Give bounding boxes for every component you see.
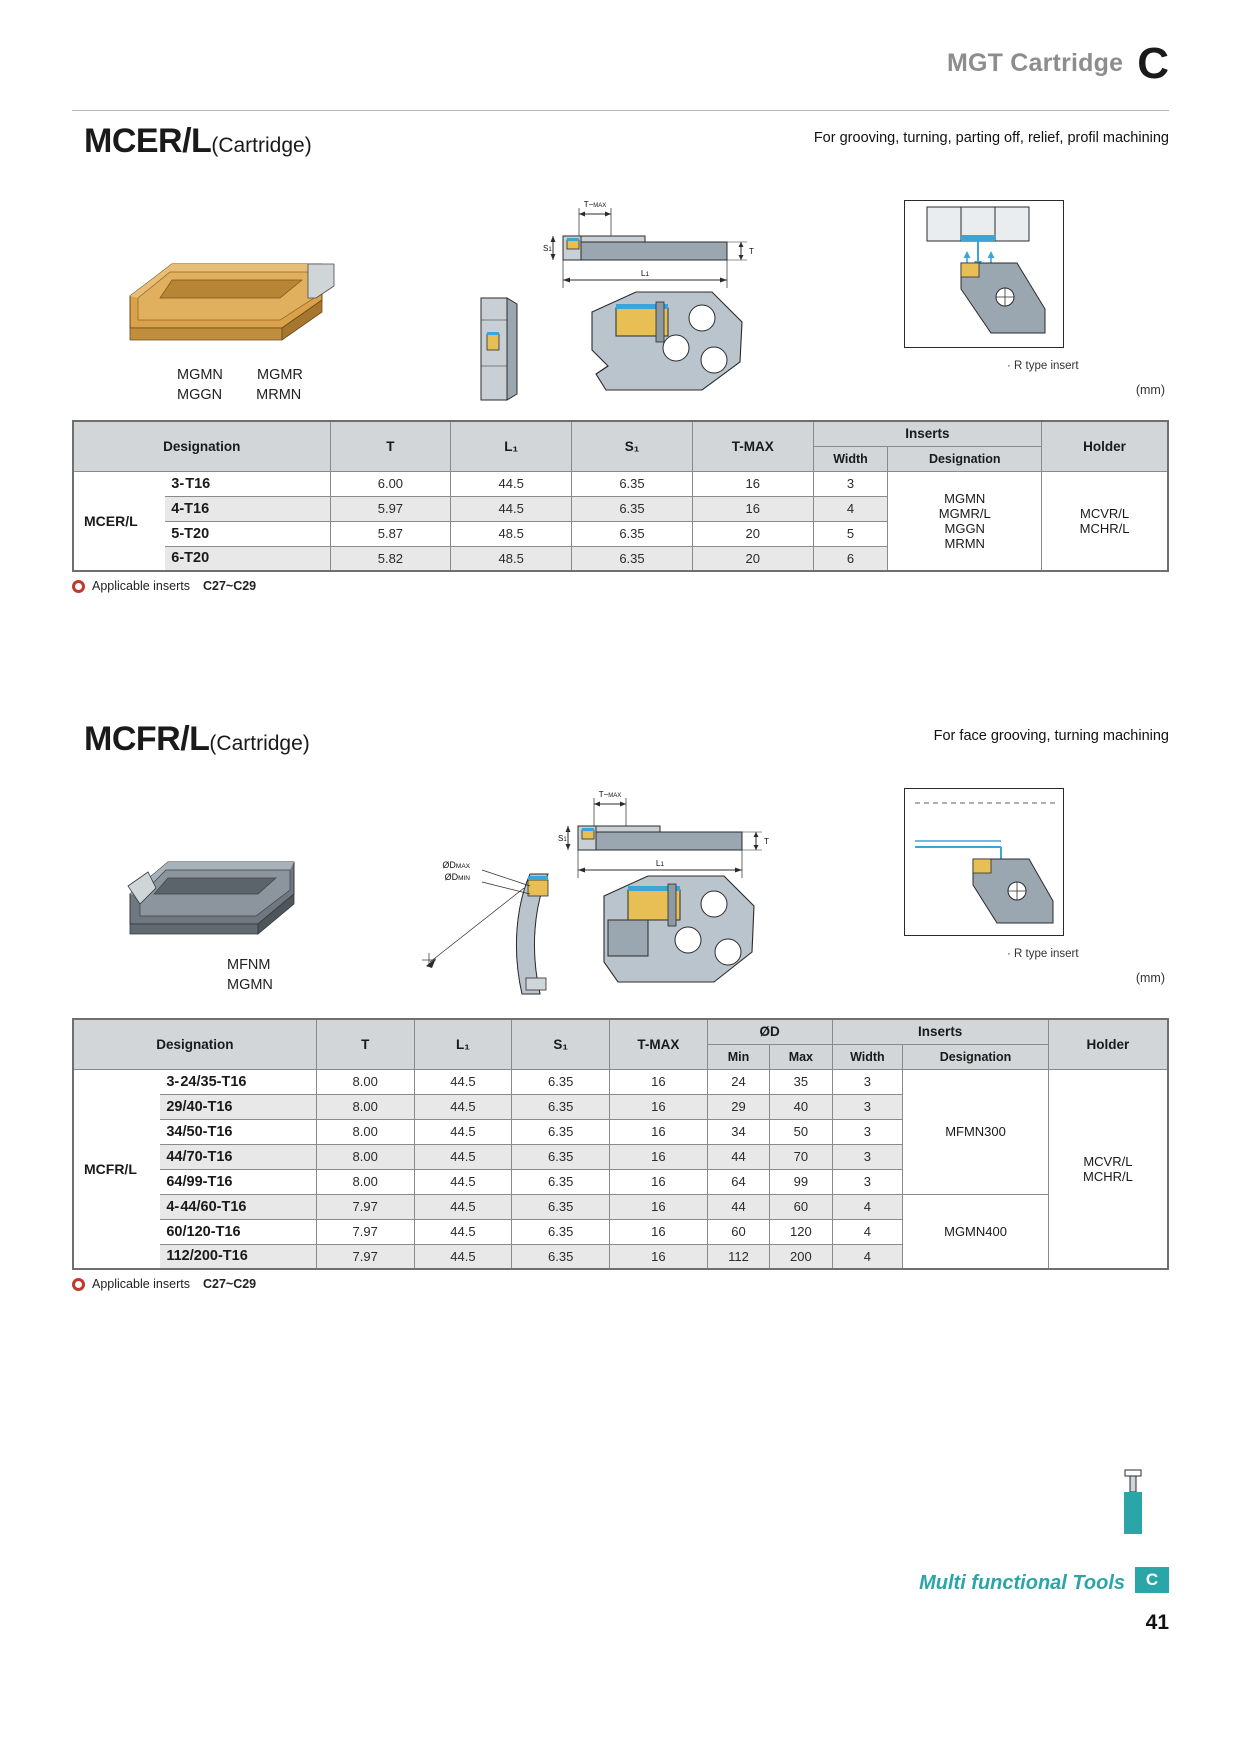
cell-s1: 6.35	[512, 1219, 610, 1244]
footer-chapter-tab: C	[1135, 1567, 1169, 1593]
cell-insert-width: 4	[832, 1219, 903, 1244]
table-header-row-1	[73, 1019, 1168, 1044]
header-divider	[72, 110, 1169, 111]
product-photo-mfnm-insert	[118, 828, 318, 948]
table-row	[73, 471, 1168, 496]
application-diagram-mcer	[905, 201, 1063, 347]
photo-caption-mcfr	[227, 956, 427, 995]
section-title-text: MCER/L	[84, 122, 212, 160]
th-insert-width: Width	[813, 446, 888, 471]
cell-l1: 48.5	[451, 546, 572, 571]
dimension-drawing-od-view-mcfr	[412, 854, 602, 1014]
cell-s1: 6.35	[572, 546, 693, 571]
th-od-max: Max	[770, 1044, 832, 1069]
svg-text:ØDMAX: ØDMAX	[442, 860, 470, 870]
cell-t: 8.00	[316, 1119, 414, 1144]
cell-s1: 6.35	[572, 496, 693, 521]
cell-l1: 48.5	[451, 521, 572, 546]
cell-tmax: 16	[610, 1169, 708, 1194]
cell-l1: 44.5	[414, 1219, 512, 1244]
th-od-min: Min	[707, 1044, 769, 1069]
th-inserts: Inserts	[832, 1019, 1048, 1044]
cell-designation: 29/40-T16	[160, 1094, 316, 1119]
application-inset-mcer	[904, 200, 1064, 348]
cell-od-max: 120	[770, 1219, 832, 1244]
cell-insert-width: 5	[813, 521, 888, 546]
cell-t: 5.87	[330, 521, 451, 546]
cell-l1: 44.5	[414, 1244, 512, 1269]
cell-tmax: 16	[610, 1069, 708, 1094]
cell-designation: 4-T16	[165, 496, 330, 521]
cell-designation: 6-T20	[165, 546, 330, 571]
cell-insert-width: 4	[832, 1194, 903, 1219]
section-header-mcer	[72, 122, 1169, 168]
svg-text:T: T	[749, 247, 754, 256]
section-title-suffix: (Cartridge)	[211, 134, 312, 157]
cell-insert-designation: MFMN300	[903, 1069, 1049, 1194]
th-od: ØD	[707, 1019, 832, 1044]
cell-od-min: 44	[707, 1194, 769, 1219]
edge-tool-icon	[1111, 1464, 1155, 1538]
cell-insert-width: 6	[813, 546, 888, 571]
figure-band-mcfr	[72, 766, 1169, 1018]
cell-designation: 34/50-T16	[160, 1119, 316, 1144]
cell-insert-width: 3	[832, 1119, 903, 1144]
cell-t: 8.00	[316, 1144, 414, 1169]
cell-od-min: 24	[707, 1069, 769, 1094]
applicable-ref: C27~C29	[202, 1277, 257, 1291]
svg-text:T: T	[764, 837, 769, 846]
th-insert-designation: Designation	[888, 446, 1042, 471]
cell-insert-width: 4	[832, 1244, 903, 1269]
th-insert-width: Width	[832, 1044, 903, 1069]
svg-text:T−MAX: T−MAX	[598, 790, 622, 799]
applicable-inserts-mcfr	[72, 1277, 1169, 1291]
section-mcer	[72, 122, 1169, 593]
cell-t: 8.00	[316, 1094, 414, 1119]
th-t: T	[316, 1019, 414, 1069]
table-header-row-1	[73, 421, 1168, 446]
cartridge-body-illustration-mcer	[572, 278, 752, 408]
cell-tmax: 16	[610, 1119, 708, 1144]
cell-s1: 6.35	[512, 1169, 610, 1194]
cell-od-min: 64	[707, 1169, 769, 1194]
cell-insert-width: 4	[813, 496, 888, 521]
cell-od-min: 44	[707, 1144, 769, 1169]
cell-insert-width: 3	[813, 471, 888, 496]
cell-t: 5.82	[330, 546, 451, 571]
cell-od-max: 60	[770, 1194, 832, 1219]
th-t: T	[330, 421, 451, 471]
svg-text:S1: S1	[543, 244, 552, 253]
cell-tmax: 16	[692, 471, 813, 496]
note-r-type-mcfr: · R type insert	[1007, 948, 1079, 960]
th-tmax: T-MAX	[610, 1019, 708, 1069]
cell-od-min: 112	[707, 1244, 769, 1269]
cell-insert-designation: MGMN MGMR/L MGGN MRMN	[888, 471, 1042, 571]
cell-designation: 64/99-T16	[160, 1169, 316, 1194]
section-description-mcfr: For face grooving, turning machining	[933, 728, 1169, 744]
cell-l1: 44.5	[414, 1169, 512, 1194]
th-inserts: Inserts	[813, 421, 1041, 446]
note-unit-mcfr: (mm)	[1135, 971, 1165, 985]
chapter-letter: C	[1137, 39, 1169, 88]
cell-l1: 44.5	[414, 1194, 512, 1219]
cell-l1: 44.5	[414, 1119, 512, 1144]
cell-od-max: 99	[770, 1169, 832, 1194]
cell-tmax: 16	[610, 1094, 708, 1119]
th-holder: Holder	[1048, 1019, 1168, 1069]
section-mcfr	[72, 720, 1169, 1291]
cartridge-body-illustration-mcfr	[582, 866, 762, 1001]
cell-s1: 6.35	[512, 1094, 610, 1119]
cell-t: 8.00	[316, 1169, 414, 1194]
figure-band-mcer	[72, 168, 1169, 420]
dimension-drawing-front-view-mcer	[467, 290, 529, 415]
cell-insert-width: 3	[832, 1169, 903, 1194]
cell-designation: 3-T16	[165, 471, 330, 496]
cell-od-max: 70	[770, 1144, 832, 1169]
cell-insert-designation: MGMN400	[903, 1194, 1049, 1269]
cell-s1: 6.35	[512, 1069, 610, 1094]
th-l1: L₁	[451, 421, 572, 471]
cell-t: 8.00	[316, 1069, 414, 1094]
cell-family: MCFR/L	[73, 1069, 160, 1269]
cell-tmax: 16	[610, 1144, 708, 1169]
cell-t: 7.97	[316, 1244, 414, 1269]
cell-t: 5.97	[330, 496, 451, 521]
section-title-text: MCFR/L	[84, 720, 210, 758]
cell-s1: 6.35	[512, 1194, 610, 1219]
photo-label-3: MRMN	[256, 386, 302, 403]
cell-holder: MCVR/L MCHR/L	[1048, 1069, 1168, 1269]
cell-designation: 3-24/35-T16	[160, 1069, 316, 1094]
cell-l1: 44.5	[451, 496, 572, 521]
bullet-icon	[72, 1278, 85, 1291]
note-r-type-mcer: · R type insert	[1007, 360, 1079, 372]
product-photo-mgmn-insert	[112, 228, 342, 358]
cell-holder: MCVR/L MCHR/L	[1042, 471, 1168, 571]
th-l1: L₁	[414, 1019, 512, 1069]
cell-tmax: 16	[692, 496, 813, 521]
th-s1: S₁	[572, 421, 693, 471]
cell-insert-width: 3	[832, 1094, 903, 1119]
section-title-suffix: (Cartridge)	[209, 732, 310, 755]
cell-tmax: 16	[610, 1244, 708, 1269]
cell-s1: 6.35	[572, 521, 693, 546]
applicable-inserts-mcer	[72, 579, 1169, 593]
svg-text:ØDMIN: ØDMIN	[444, 872, 470, 882]
page-number: 41	[1145, 1611, 1169, 1634]
section-title-mcfr	[84, 720, 310, 759]
spec-table-mcfr	[72, 1018, 1169, 1270]
applicable-label: Applicable inserts	[92, 579, 190, 593]
cell-od-max: 200	[770, 1244, 832, 1269]
th-insert-designation: Designation	[903, 1044, 1049, 1069]
cell-designation: 5-T20	[165, 521, 330, 546]
application-inset-mcfr	[904, 788, 1064, 936]
cell-l1: 44.5	[414, 1144, 512, 1169]
cell-t: 7.97	[316, 1219, 414, 1244]
photo-caption-mcer	[177, 366, 407, 405]
cell-s1: 6.35	[512, 1144, 610, 1169]
cell-tmax: 20	[692, 521, 813, 546]
applicable-label: Applicable inserts	[92, 1277, 190, 1291]
svg-text:T−MAX: T−MAX	[583, 200, 607, 209]
cell-insert-width: 3	[832, 1069, 903, 1094]
section-title-mcer	[84, 122, 312, 161]
cell-od-max: 40	[770, 1094, 832, 1119]
cell-l1: 44.5	[414, 1069, 512, 1094]
cell-l1: 44.5	[414, 1094, 512, 1119]
svg-text:L1: L1	[640, 268, 650, 278]
note-unit-mcer: (mm)	[1135, 383, 1165, 397]
th-holder: Holder	[1042, 421, 1168, 471]
cell-tmax: 16	[610, 1219, 708, 1244]
cell-insert-width: 3	[832, 1144, 903, 1169]
cell-l1: 44.5	[451, 471, 572, 496]
th-designation: Designation	[73, 421, 330, 471]
page-header	[946, 39, 1169, 88]
photo-label-0: MGMN	[177, 367, 223, 383]
cell-od-min: 34	[707, 1119, 769, 1144]
th-designation: Designation	[73, 1019, 316, 1069]
cell-designation: 60/120-T16	[160, 1219, 316, 1244]
cell-s1: 6.35	[512, 1244, 610, 1269]
cell-od-min: 60	[707, 1219, 769, 1244]
table-row	[73, 1194, 1168, 1219]
footer-brand-text: Multi functional Tools	[919, 1572, 1125, 1594]
table-row	[73, 1069, 1168, 1094]
spec-table-mcer	[72, 420, 1169, 572]
bullet-icon	[72, 580, 85, 593]
svg-text:S1: S1	[558, 834, 567, 843]
cell-tmax: 20	[692, 546, 813, 571]
cell-tmax: 16	[610, 1194, 708, 1219]
application-diagram-mcfr	[905, 789, 1063, 935]
section-description-mcer: For grooving, turning, parting off, relief, profil machining	[813, 130, 1169, 146]
cell-s1: 6.35	[572, 471, 693, 496]
photo-label-0: MFNM	[227, 957, 271, 973]
cell-od-min: 29	[707, 1094, 769, 1119]
cell-t: 6.00	[330, 471, 451, 496]
th-tmax: T-MAX	[692, 421, 813, 471]
cell-t: 7.97	[316, 1194, 414, 1219]
cell-designation: 112/200-T16	[160, 1244, 316, 1269]
cell-family: MCER/L	[73, 471, 165, 571]
th-s1: S₁	[512, 1019, 610, 1069]
section-header-mcfr	[72, 720, 1169, 766]
photo-label-1: MGMN	[227, 976, 273, 993]
applicable-ref: C27~C29	[202, 579, 257, 593]
photo-label-2: MGGN	[177, 386, 223, 403]
cell-designation: 4-44/60-T16	[160, 1194, 316, 1219]
cell-designation: 44/70-T16	[160, 1144, 316, 1169]
footer-brand-mark	[919, 1567, 1169, 1593]
cell-od-max: 35	[770, 1069, 832, 1094]
page-header-title: MGT Cartridge	[946, 49, 1124, 78]
cell-od-max: 50	[770, 1119, 832, 1144]
cell-s1: 6.35	[512, 1119, 610, 1144]
svg-text:L1: L1	[655, 858, 665, 868]
photo-label-1: MGMR	[256, 367, 303, 383]
